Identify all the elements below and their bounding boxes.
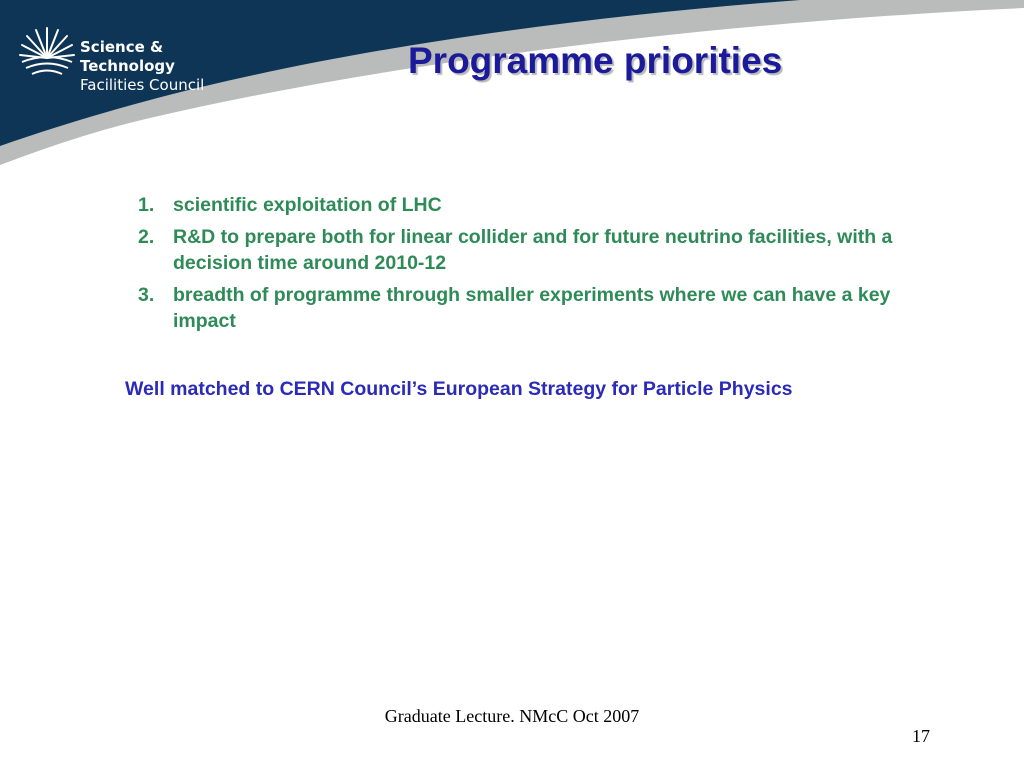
list-item-number: 1.	[138, 194, 155, 216]
stfc-logo	[18, 22, 258, 94]
strategy-note: Well matched to CERN Council’s European Strategy for Particle Physics	[125, 378, 793, 400]
list-item-number: 3.	[138, 284, 155, 306]
list-item-text: scientific exploitation of LHC	[173, 194, 442, 216]
sunburst-logo-icon	[18, 22, 76, 80]
list-item	[138, 224, 918, 276]
page-number: 17	[912, 726, 930, 746]
list-item-text: R&D to prepare both for linear collider and for future neutrino facilities, with a decision time around 2010-12	[173, 226, 893, 274]
list-item	[138, 192, 918, 218]
priority-list	[138, 192, 918, 340]
slide-title: Programme priorities	[408, 40, 783, 81]
list-item	[138, 282, 918, 334]
org-name-line1: Science & Technology	[80, 38, 175, 75]
list-item-text: breadth of programme through smaller experiments where we can have a key impact	[173, 284, 891, 332]
list-item-number: 2.	[138, 226, 155, 248]
footer-text: Graduate Lecture. NMcC Oct 2007	[384, 706, 640, 726]
org-name-line2: Facilities Council	[80, 76, 205, 94]
